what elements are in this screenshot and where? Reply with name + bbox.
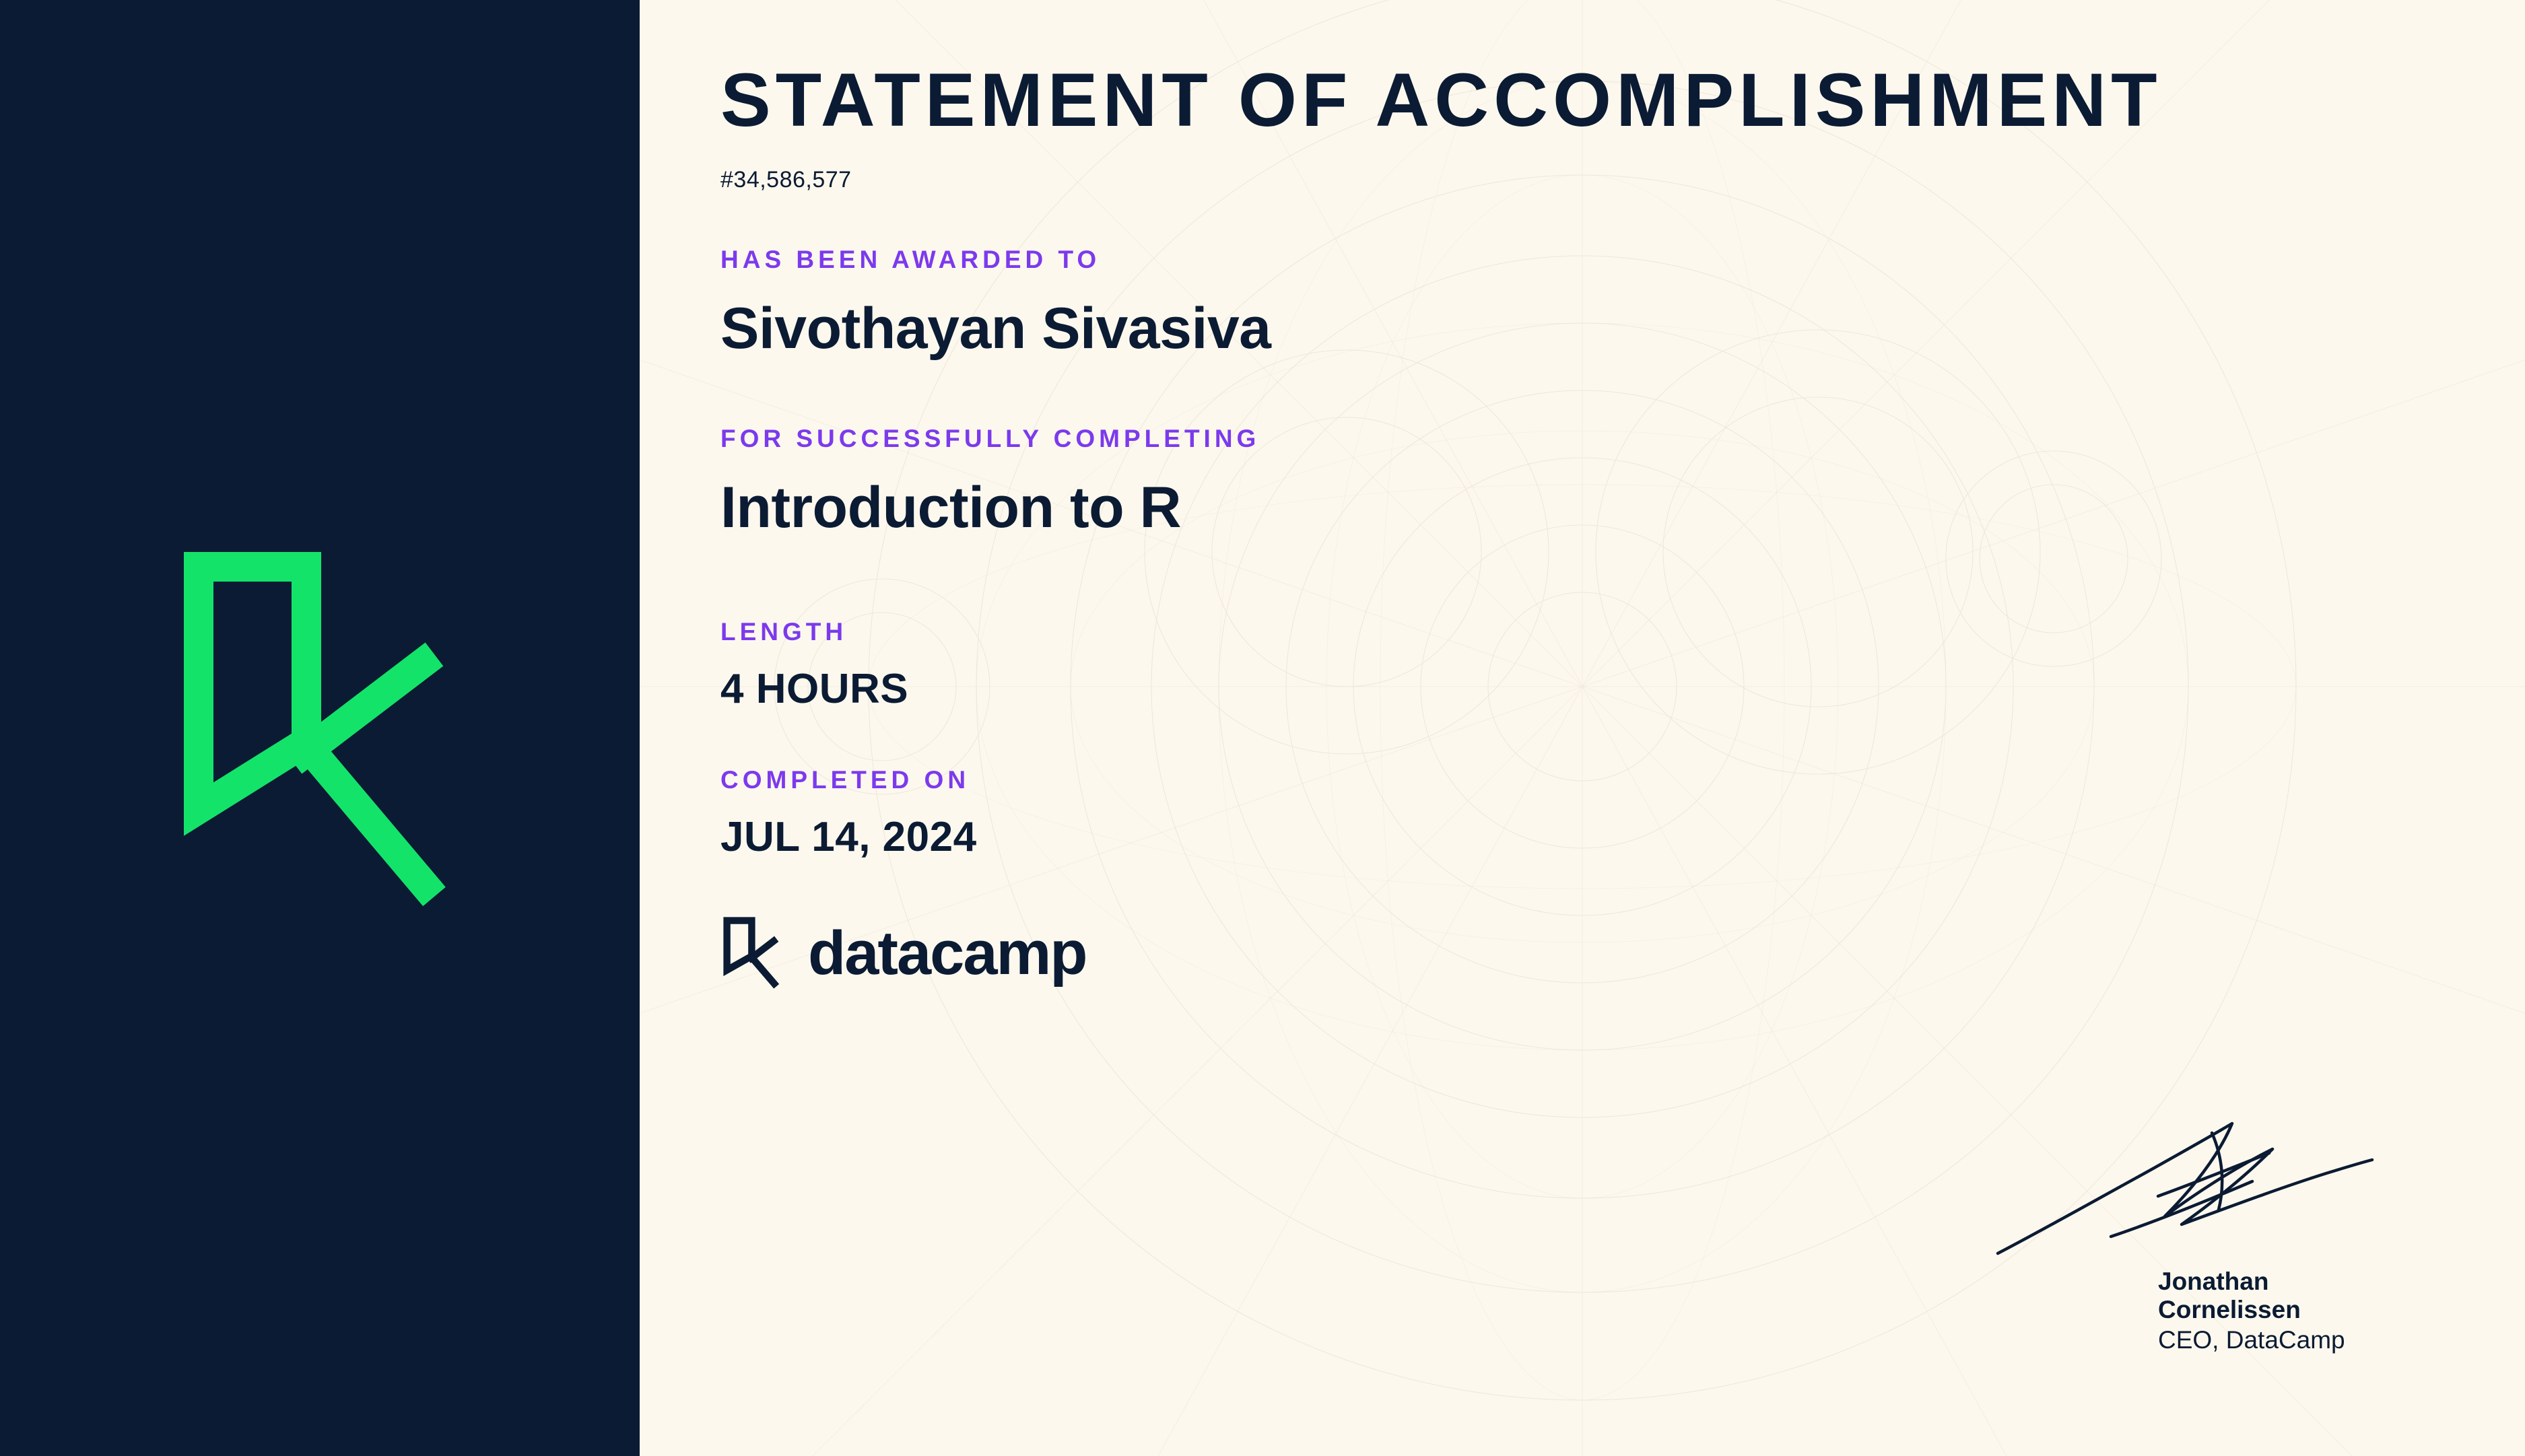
- recipient-block: [720, 246, 2525, 361]
- datacamp-logo-icon: [720, 914, 785, 992]
- datacamp-wordmark: datacamp: [808, 919, 1087, 988]
- recipient-name: Sivothayan Sivasiva: [720, 296, 1271, 361]
- completed-date: JUL 14, 2024: [720, 813, 977, 860]
- signature-block: [1983, 1109, 2400, 1356]
- handwritten-signature-icon: [1990, 1109, 2380, 1263]
- serial-number: #34,586,577: [720, 166, 852, 193]
- signatory-role: CEO, DataCamp: [2158, 1325, 2345, 1354]
- length-block: [720, 618, 2525, 712]
- course-name: Introduction to R: [720, 475, 1182, 541]
- course-label: FOR SUCCESSFULLY COMPLETING: [720, 425, 1260, 453]
- length-label: LENGTH: [720, 617, 848, 646]
- signatory-name: Jonathan Cornelissen: [2158, 1267, 2301, 1323]
- page-title: STATEMENT OF ACCOMPLISHMENT: [720, 58, 2162, 142]
- completed-block: [720, 766, 2525, 860]
- brand-panel: [0, 0, 640, 1456]
- certificate-body: [640, 0, 2525, 1456]
- length-value: 4 HOURS: [720, 665, 909, 712]
- awarded-label: HAS BEEN AWARDED TO: [720, 245, 1101, 273]
- datacamp-monogram-icon: [158, 526, 481, 930]
- completed-label: COMPLETED ON: [720, 765, 970, 794]
- course-block: [720, 425, 2525, 540]
- datacamp-logo: [720, 914, 2525, 992]
